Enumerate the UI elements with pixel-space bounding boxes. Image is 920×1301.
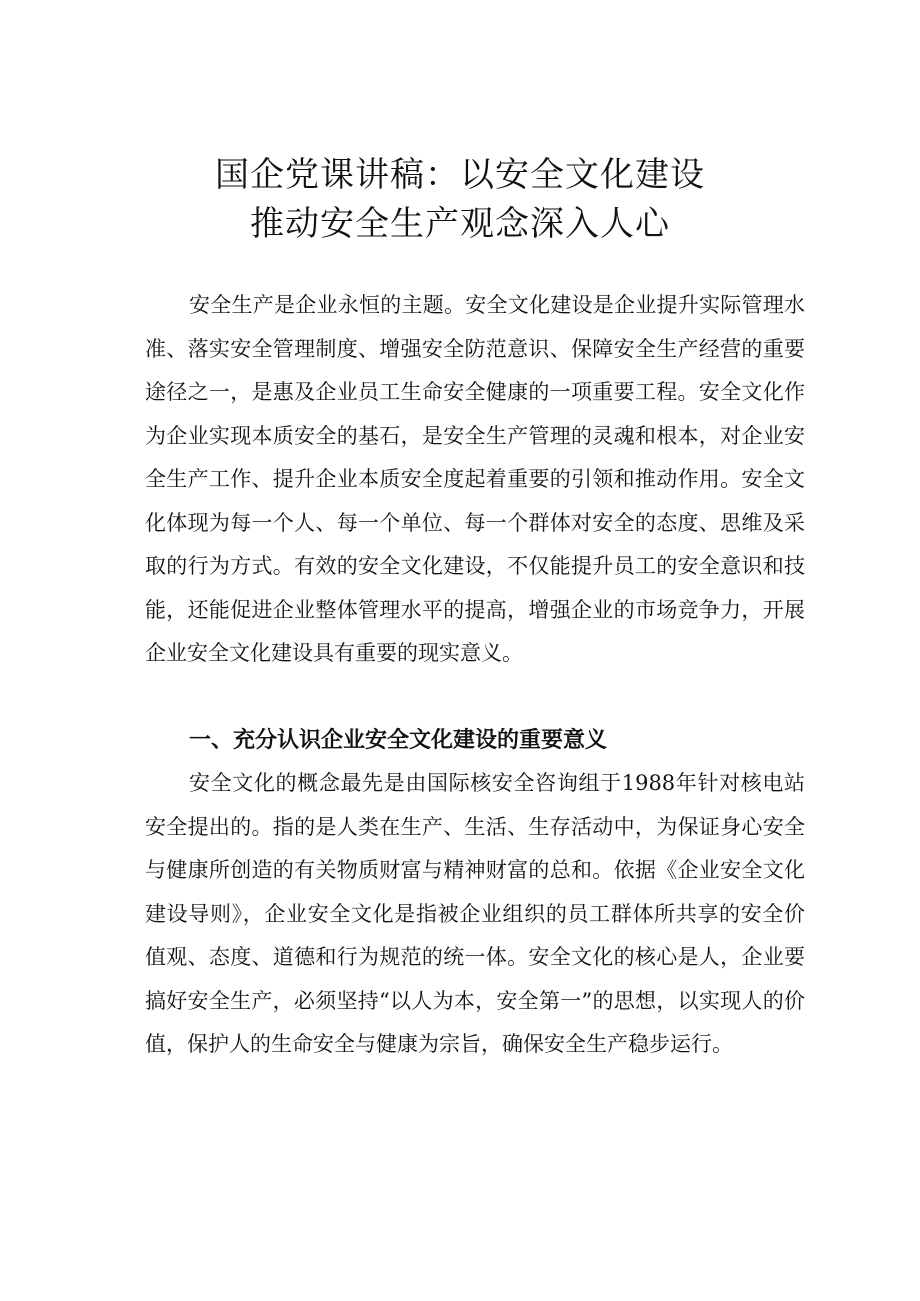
title-line-1: 国企党课讲稿：以安全文化建设: [215, 155, 705, 195]
intro-paragraph: 安全生产是企业永恒的主题。安全文化建设是企业提升实际管理水准、落实安全管理制度、增强安全防范意识、保障安全生产经营的重要途径之一，是惠及企业员工生命安全健康的一项重要工程。安全文化作为企业实现本质安全的基石，是安全生产管理的灵魂和根本，对企业安全生产工作、提升企业本质安全度起着重要的引领和推动作用。安全文化体现为每一个人、每一个单位、每一个群体对安全的态度、思维及采取的行为方式。有效的安全文化建设，不仅能提升员工的安全意识和技能，还能促进企业整体管理水平的提高，增强企业的市场竞争力，开展企业安全文化建设具有重要的现实意义。: [145, 293, 805, 665]
document-title: [0, 151, 920, 249]
title-line-2: 推动安全生产观念深入人心: [250, 204, 670, 244]
section-heading-1: 一、充分认识企业安全文化建设的重要意义: [189, 728, 608, 753]
section-1-paragraph: 安全文化的概念最先是由国际核安全咨询组于1988年针对核电站安全提出的。指的是人类在生产、生活、生存活动中，为保证身心安全与健康所创造的有关物质财富与精神财富的总和。依据《企业安全文化建设导则》，企业安全文化是指被企业组织的员工群体所共享的安全价值观、态度、道德和行为规范的统一体。安全文化的核心是人，企业要搞好安全生产，必须坚持“以人为本，安全第一”的思想，以实现人的价值，保护人的生命安全与健康为宗旨，确保安全生产稳步运行。: [145, 771, 805, 1056]
